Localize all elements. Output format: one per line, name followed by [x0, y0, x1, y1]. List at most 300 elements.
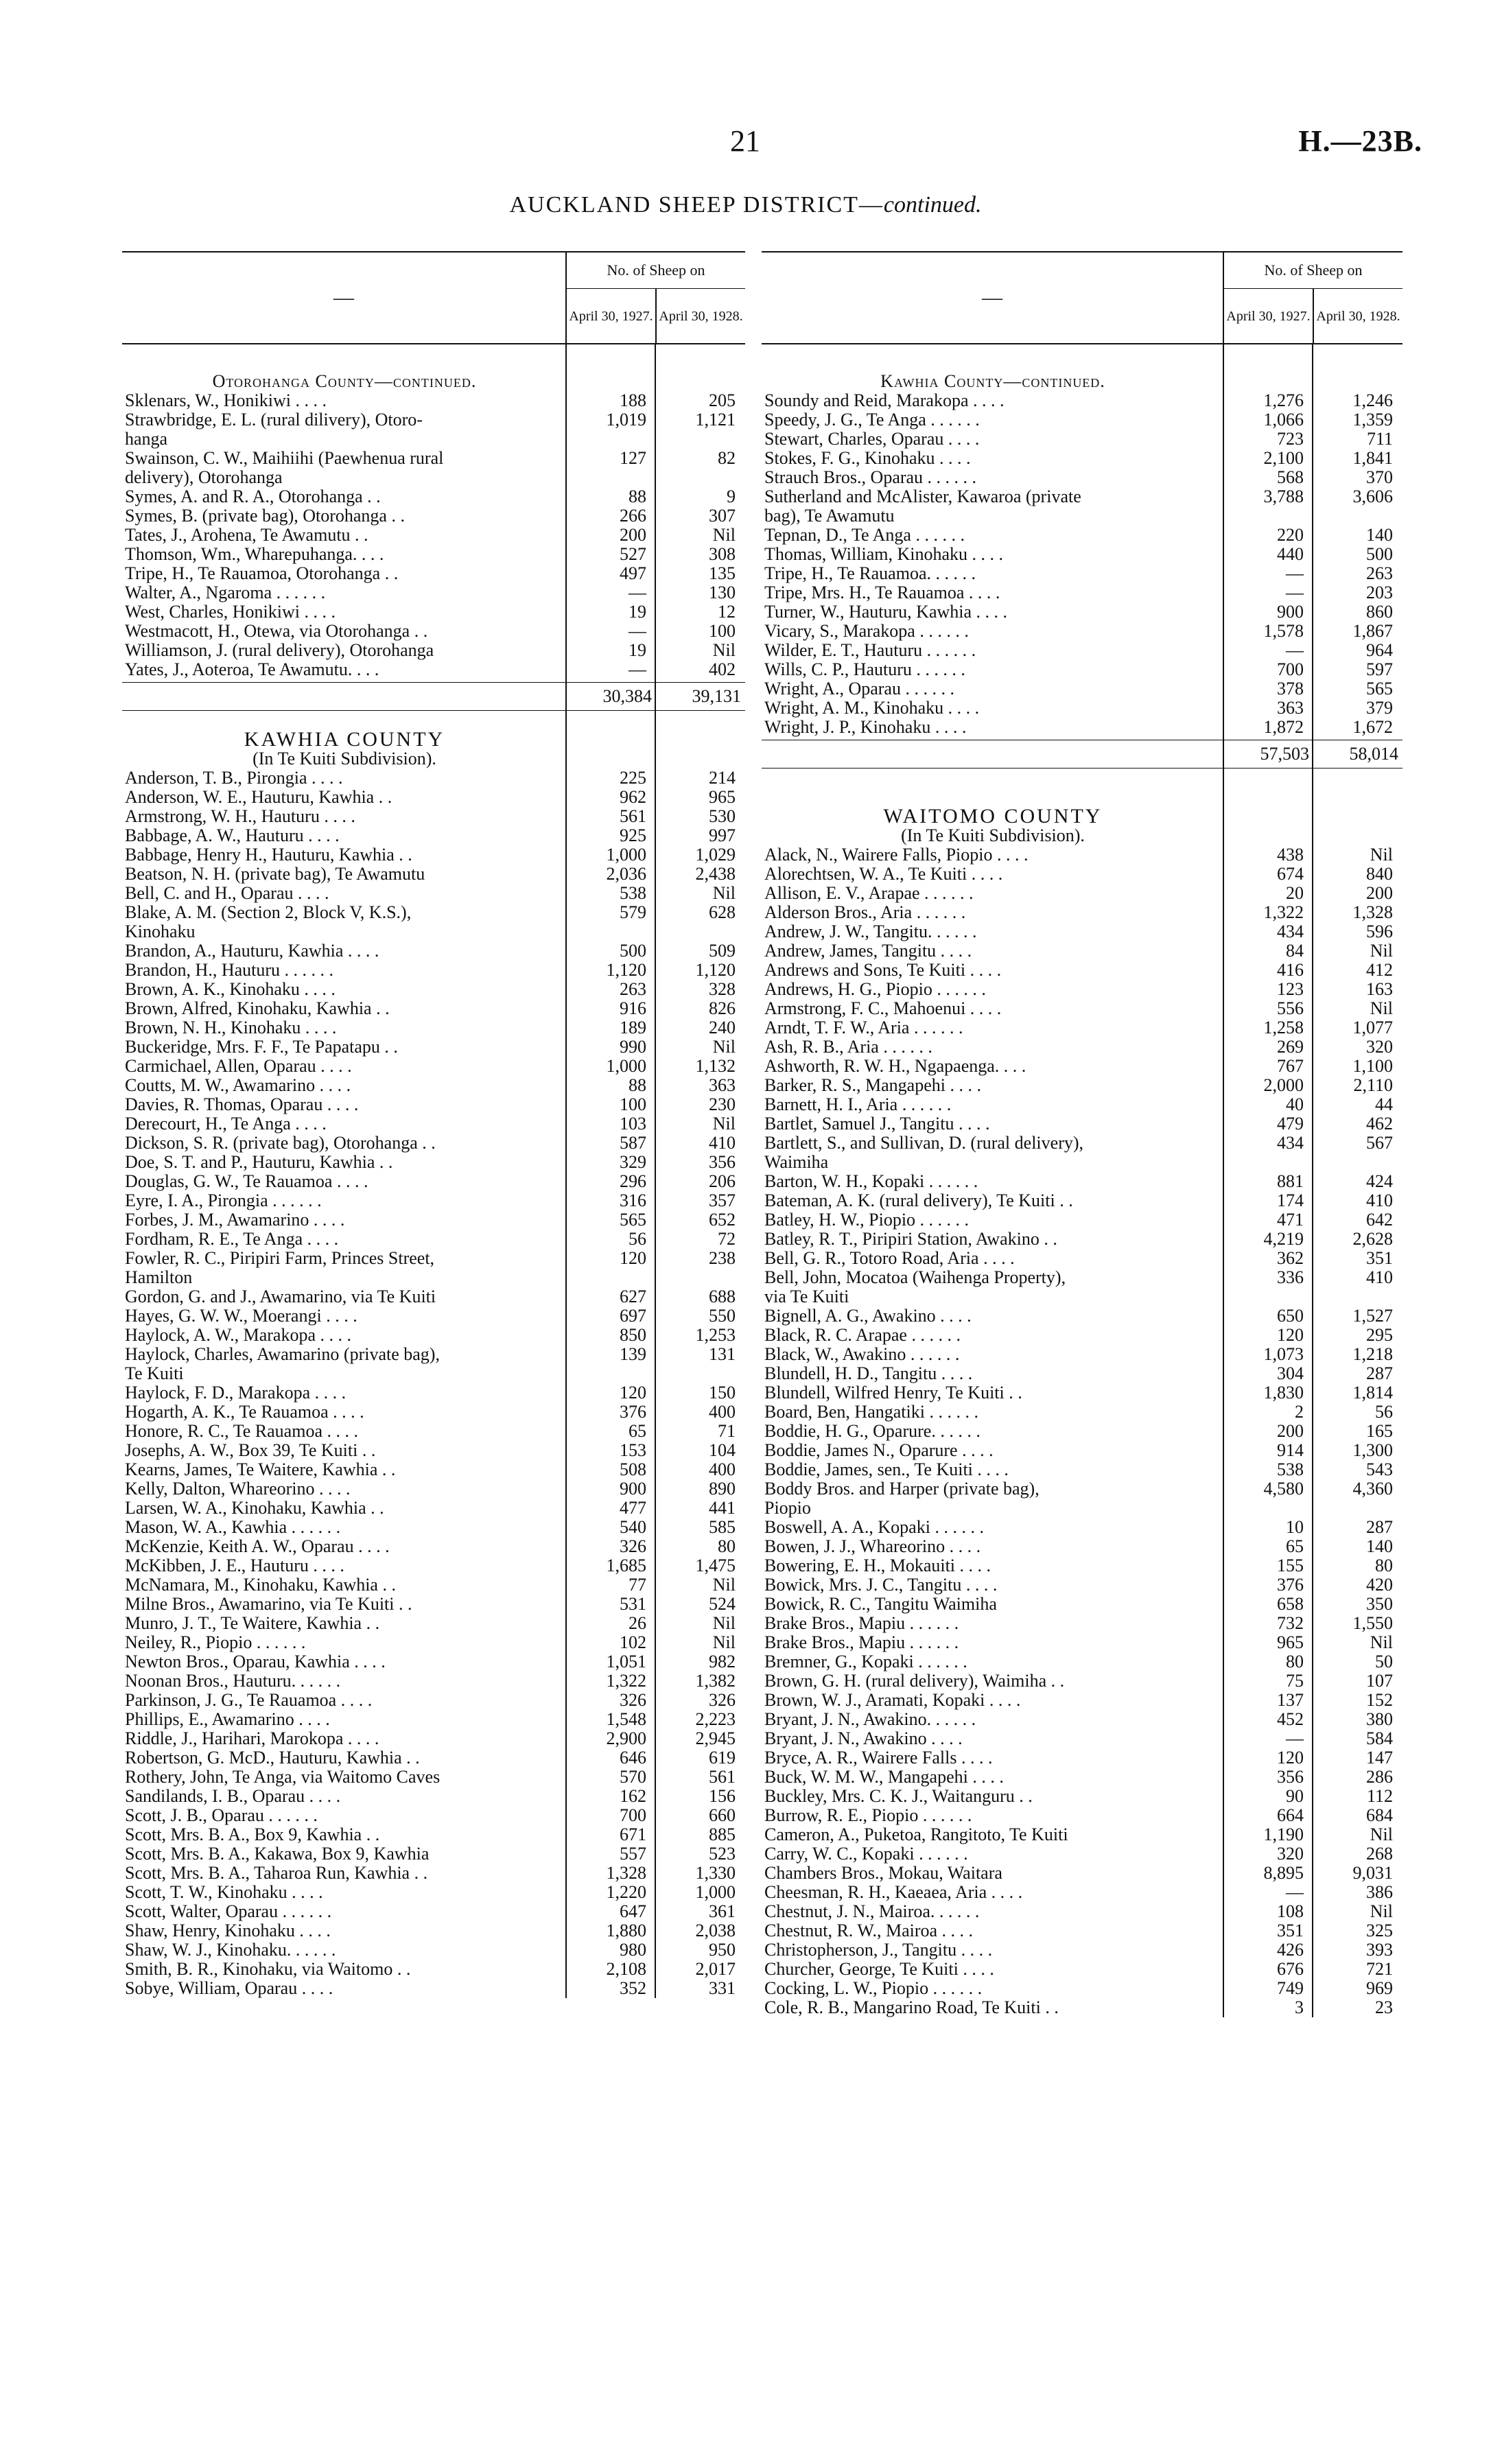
sheep-1928-cell: 997	[709, 825, 736, 845]
sheep-1928-cell: 287	[1366, 1517, 1393, 1537]
farmer-name-cell: Boddie, H. G., Oparure. . . . . .	[764, 1421, 981, 1441]
farmer-name-cell: Bryant, J. N., Awakino . . . .	[764, 1728, 963, 1748]
right-table-body	[762, 344, 1402, 2017]
farmer-name-cell: Boddie, James, sen., Te Kuiti . . . .	[764, 1459, 1009, 1479]
sheep-1928-cell: 1,120	[695, 960, 736, 980]
farmer-name-cell: Chestnut, J. N., Mairoa. . . . . .	[764, 1901, 980, 1921]
farmer-name-cell: Dickson, S. R. (private bag), Otorohanga . .	[125, 1133, 436, 1153]
sheep-1928-cell: 585	[709, 1517, 736, 1537]
table-row	[122, 941, 745, 961]
section-waitomo-subdivision: (In Te Kuiti Subdivision).	[901, 825, 1085, 845]
farmer-name-cell: Bell, John, Mocatoa (Waihenga Property),	[764, 1267, 1066, 1287]
sheep-1927-cell: 1,120	[606, 960, 646, 980]
sheep-1927-cell: —	[629, 583, 646, 602]
sheep-1928-cell: 462	[1366, 1114, 1393, 1134]
sheep-1927-cell: 568	[1277, 467, 1304, 487]
sheep-1927-cell: 20	[1286, 883, 1304, 903]
table-row	[762, 1921, 1402, 1940]
farmer-name-cell: Brake Bros., Mapiu . . . . . .	[764, 1632, 959, 1652]
farmer-name-cell: Bowering, E. H., Mokauiti . . . .	[764, 1556, 991, 1575]
sheep-1928-cell: 104	[709, 1440, 736, 1460]
sheep-1928-cell: 441	[709, 1498, 736, 1518]
sheep-1927-cell: 416	[1277, 960, 1304, 980]
farmer-name-cell: Douglas, G. W., Te Rauamoa . . . .	[125, 1171, 368, 1191]
farmer-name-cell: Haylock, F. D., Marakopa . . . .	[125, 1383, 347, 1403]
sheep-1927-cell: 162	[620, 1786, 646, 1806]
sheep-1927-cell: 1,322	[606, 1671, 646, 1691]
sheep-1928-cell: Nil	[712, 883, 736, 903]
sheep-1927-cell: 1,019	[606, 410, 646, 430]
sheep-1927-cell: —	[629, 621, 646, 641]
table-row	[762, 1134, 1402, 1153]
farmer-name-cell: Fowler, R. C., Piripiri Farm, Princes Street,	[125, 1248, 435, 1268]
sheep-1927-cell: 120	[620, 1248, 646, 1268]
kawhia-continued-rows	[762, 391, 1402, 737]
table-row	[762, 1326, 1402, 1345]
table-row	[122, 1575, 745, 1595]
table-row	[122, 1403, 745, 1422]
sheep-1928-cell: 203	[1366, 583, 1393, 602]
farmer-name-cell: Cameron, A., Puketoa, Rangitoto, Te Kuiti	[764, 1824, 1068, 1844]
sheep-1928-cell: 361	[709, 1901, 736, 1921]
sheep-1928-cell: Nil	[1370, 941, 1393, 961]
table-row	[122, 865, 745, 884]
table-row	[122, 660, 745, 679]
sheep-1927-cell: 881	[1277, 1171, 1304, 1191]
farmer-name-cell: delivery), Otorohanga	[125, 467, 283, 487]
farmer-name-cell: Bartlett, S., and Sullivan, D. (rural delivery),	[764, 1133, 1084, 1153]
section-otorohanga: Otorohanga County—continued.	[212, 371, 477, 391]
table-row	[762, 622, 1402, 641]
sheep-1927-cell: 137	[1277, 1690, 1304, 1710]
sheep-1928-cell: 356	[709, 1152, 736, 1172]
farmer-name-cell: Mason, W. A., Kawhia . . . . . .	[125, 1517, 341, 1537]
sheep-1927-cell: 336	[1277, 1267, 1304, 1287]
sheep-1928-cell	[1313, 1499, 1402, 1518]
table-row	[122, 1844, 745, 1864]
sheep-1928-cell: 1,100	[1352, 1056, 1393, 1076]
farmer-name-cell: Hayes, G. W. W., Moerangi . . . .	[125, 1306, 357, 1326]
sheep-1928-cell	[656, 430, 745, 449]
sheep-1928-cell: 1,475	[695, 1556, 736, 1575]
farmer-name-cell: Board, Ben, Hangatiki . . . . . .	[764, 1402, 978, 1422]
table-row	[122, 1076, 745, 1095]
sheep-header-label: No. of Sheep on	[567, 253, 745, 289]
farmer-name-cell: Larsen, W. A., Kinohaku, Kawhia . .	[125, 1498, 384, 1518]
sheep-1927-cell	[1224, 1287, 1313, 1306]
sheep-1928-cell: 206	[709, 1171, 736, 1191]
sheep-1927-cell: 90	[1286, 1786, 1304, 1806]
table-row	[122, 506, 745, 526]
farmer-name-cell: Alorechtsen, W. A., Te Kuiti . . . .	[764, 864, 1003, 884]
sheep-1927-cell: —	[629, 659, 646, 679]
table-row	[762, 1748, 1402, 1768]
sheep-1928-cell: 320	[1366, 1037, 1393, 1057]
sheep-1927-cell: 320	[1277, 1844, 1304, 1864]
sheep-1927-cell	[1224, 1153, 1313, 1172]
table-row	[762, 1575, 1402, 1595]
sheep-1927-cell: 1,880	[606, 1921, 646, 1940]
table-row	[122, 1633, 745, 1652]
sheep-1928-cell: 530	[709, 806, 736, 826]
sheep-1927-cell: 120	[620, 1383, 646, 1403]
sheep-1928-cell: 1,330	[695, 1863, 736, 1883]
farmer-name-cell: Waimiha	[764, 1152, 829, 1172]
sheep-header	[1223, 253, 1402, 343]
table-row	[762, 1287, 1402, 1306]
sheep-1927-cell: 497	[620, 563, 646, 583]
sheep-1927-cell: 120	[1277, 1325, 1304, 1345]
sheep-1927-cell: 103	[620, 1114, 646, 1134]
table-row	[122, 1134, 745, 1153]
sheep-1928-cell: 2,628	[1352, 1229, 1393, 1249]
sheep-1928-cell: 165	[1366, 1421, 1393, 1441]
table-row	[122, 1595, 745, 1614]
farmer-name-cell: Black, R. C. Arapae . . . . . .	[764, 1325, 961, 1345]
table-row	[122, 583, 745, 602]
sheep-1927-cell: 452	[1277, 1709, 1304, 1729]
sheep-1927-cell: 2,000	[1263, 1075, 1304, 1095]
sheep-1928-cell: 410	[709, 1133, 736, 1153]
sheep-1928-cell: 230	[709, 1094, 736, 1114]
sheep-1928-cell: 965	[709, 787, 736, 807]
table-row	[762, 1902, 1402, 1921]
table-row	[762, 1710, 1402, 1729]
table-row	[122, 961, 745, 980]
sheep-1927-cell: 4,219	[1263, 1229, 1304, 1249]
farmer-name-cell: Wright, A. M., Kinohaku . . . .	[764, 698, 980, 718]
farmer-name-cell: Gordon, G. and J., Awamarino, via Te Kuiti	[125, 1287, 436, 1306]
table-row	[122, 1057, 745, 1076]
sheep-1928-cell: 543	[1366, 1459, 1393, 1479]
sheep-1928-cell: 1,527	[1352, 1306, 1393, 1326]
table-row	[122, 1287, 745, 1306]
section-kawhia: KAWHIA COUNTY	[244, 728, 445, 751]
farmer-name-cell: Bowen, J. J., Whareorino . . . .	[764, 1536, 981, 1556]
farmer-name-cell: Stokes, F. G., Kinohaku . . . .	[764, 448, 971, 468]
sheep-1927-cell: 362	[1277, 1248, 1304, 1268]
sheep-1928-cell: 402	[709, 659, 736, 679]
farmer-name-cell: Bremner, G., Kopaki . . . . . .	[764, 1652, 967, 1671]
sheep-1928-cell: 240	[709, 1018, 736, 1037]
sheep-1928-cell: 2,038	[695, 1921, 736, 1940]
sheep-1927-cell: 556	[1277, 998, 1304, 1018]
year-1927-header: April 30, 1927.	[1226, 308, 1311, 324]
sheep-1928-cell: 596	[1366, 922, 1393, 941]
sheep-1927-cell: 561	[620, 806, 646, 826]
farmer-name-cell: hanga	[125, 429, 168, 449]
table-row	[122, 1825, 745, 1844]
table-row	[762, 1883, 1402, 1902]
sheep-1927-cell: 1,258	[1263, 1018, 1304, 1037]
farmer-name-cell: Andrew, James, Tangitu . . . .	[764, 941, 972, 961]
table-row	[762, 1518, 1402, 1537]
sheep-1927-cell: 500	[620, 941, 646, 961]
table-row	[122, 1441, 745, 1460]
sheep-1927-cell: 1,328	[606, 1863, 646, 1883]
table-row	[122, 1018, 745, 1037]
table-row	[122, 1095, 745, 1114]
farmer-name-cell: Wright, J. P., Kinohaku . . . .	[764, 717, 967, 737]
sheep-1928-cell: 982	[709, 1652, 736, 1671]
table-row	[762, 1076, 1402, 1095]
table-row	[122, 449, 745, 468]
farmer-name-cell: Carmichael, Allen, Oparau . . . .	[125, 1056, 352, 1076]
farmer-name-cell: Ashworth, R. W. H., Ngapaenga. . . .	[764, 1056, 1026, 1076]
farmer-name-cell: Bowick, Mrs. J. C., Tangitu . . . .	[764, 1575, 998, 1595]
sheep-1927-cell: 1,685	[606, 1556, 646, 1575]
table-row	[762, 903, 1402, 922]
farmer-name-cell: Smith, B. R., Kinohaku, via Waitomo . .	[125, 1959, 411, 1979]
farmer-name-cell: Batley, R. T., Piripiri Station, Awakino . .	[764, 1229, 1057, 1249]
farmer-name-cell: Honore, R. C., Te Rauamoa . . . .	[125, 1421, 358, 1441]
farmer-name-cell: Scott, Mrs. B. A., Box 9, Kawhia . .	[125, 1824, 380, 1844]
table-row	[762, 1383, 1402, 1403]
sheep-1928-cell: 152	[1366, 1690, 1393, 1710]
sheep-1927-cell: 479	[1277, 1114, 1304, 1134]
sheep-1927-cell: 1,276	[1263, 390, 1304, 410]
section-waitomo: WAITOMO COUNTY	[883, 805, 1103, 828]
sheep-1927-cell: 914	[1277, 1440, 1304, 1460]
farmer-name-cell: Kinohaku	[125, 922, 196, 941]
table-row	[762, 545, 1402, 564]
sheep-1928-cell: 80	[1375, 1556, 1393, 1575]
sheep-1927-cell: —	[1286, 1882, 1304, 1902]
sheep-1927-cell: —	[1286, 583, 1304, 602]
farmer-name-cell: via Te Kuiti	[764, 1287, 849, 1306]
sheep-1928-cell	[656, 1268, 745, 1287]
sheep-1928-cell	[1313, 506, 1402, 526]
sheep-1927-cell: 723	[1277, 429, 1304, 449]
sheep-1927-cell: 1,051	[606, 1652, 646, 1671]
sheep-1928-cell: 80	[718, 1536, 736, 1556]
farmer-name-cell: Munro, J. T., Te Waitere, Kawhia . .	[125, 1613, 380, 1633]
farmer-name-cell: Derecourt, H., Te Anga . . . .	[125, 1114, 327, 1134]
sheep-1927-cell	[567, 468, 656, 487]
sheep-1927-cell: 3	[1295, 1997, 1304, 2017]
sheep-1928-cell: 326	[709, 1690, 736, 1710]
table-row	[762, 884, 1402, 903]
farmer-name-cell: Kearns, James, Te Waitere, Kawhia . .	[125, 1459, 396, 1479]
kawhia-total	[762, 740, 1402, 768]
sheep-1927-cell: 2,108	[606, 1959, 646, 1979]
sheep-1928-cell: Nil	[1370, 845, 1393, 865]
sheep-header	[565, 253, 745, 343]
sheep-1927-cell: 471	[1277, 1210, 1304, 1230]
farmer-name-cell: Buckley, Mrs. C. K. J., Waitanguru . .	[764, 1786, 1033, 1806]
farmer-name-cell: Tepnan, D., Te Anga . . . . . .	[764, 525, 965, 545]
farmer-name-cell: Shaw, W. J., Kinohaku. . . . . .	[125, 1940, 336, 1960]
table-row	[122, 1710, 745, 1729]
farmer-name-cell: Tripe, H., Te Rauamoa, Otorohanga . .	[125, 563, 399, 583]
farmer-name-cell: Boddy Bros. and Harper (private bag),	[764, 1479, 1040, 1499]
table-row	[122, 1671, 745, 1691]
sheep-1928-cell: 1,132	[695, 1056, 736, 1076]
sheep-1927-cell: 329	[620, 1152, 646, 1172]
sheep-1928-cell: 150	[709, 1383, 736, 1403]
farmer-name-cell: Burrow, R. E., Piopio . . . . . .	[764, 1805, 972, 1825]
sheep-1928-cell	[656, 468, 745, 487]
sheep-1927-cell: 1,220	[606, 1882, 646, 1902]
farmer-name-cell: Bryant, J. N., Awakino. . . . . .	[764, 1709, 976, 1729]
table-row	[122, 1921, 745, 1940]
farmer-name-cell: Ash, R. B., Aria . . . . . .	[764, 1037, 932, 1057]
sheep-1928-cell: 412	[1366, 960, 1393, 980]
farmer-name-cell: Bell, G. R., Totoro Road, Aria . . . .	[764, 1248, 1015, 1268]
sheep-1928-cell: 268	[1366, 1844, 1393, 1864]
table-row	[122, 1383, 745, 1403]
sheep-1927-cell: —	[1286, 1728, 1304, 1748]
table-row	[762, 1037, 1402, 1057]
sheep-1927-cell: 2,036	[606, 864, 646, 884]
farmer-name-cell: Sklenars, W., Honikiwi . . . .	[125, 390, 327, 410]
sheep-1927-cell: 4,580	[1263, 1479, 1304, 1499]
sheep-1928-cell: 156	[709, 1786, 736, 1806]
sheep-1928-cell: 82	[718, 448, 736, 468]
sheep-1928-cell: 9,031	[1352, 1863, 1393, 1883]
sheep-1928-cell: 509	[709, 941, 736, 961]
sheep-1928-cell: 860	[1366, 602, 1393, 622]
farmer-name-cell: Tripe, Mrs. H., Te Rauamoa . . . .	[764, 583, 1000, 602]
farmer-name-cell: Haylock, A. W., Marakopa . . . .	[125, 1325, 352, 1345]
table-row	[122, 1479, 745, 1499]
section-kawhia-continued: Kawhia County—continued.	[880, 371, 1105, 391]
page-code: H.—23B.	[1298, 124, 1422, 158]
sheep-1928-cell: 379	[1366, 698, 1393, 718]
sheep-1927-cell: 40	[1286, 1094, 1304, 1114]
sheep-1928-cell: 1,121	[695, 410, 736, 430]
sheep-1928-cell: 950	[709, 1940, 736, 1960]
farmer-name-cell: Thomas, William, Kinohaku . . . .	[764, 544, 1003, 564]
farmer-name-cell: Chambers Bros., Mokau, Waitara	[764, 1863, 1002, 1883]
table-row	[122, 1537, 745, 1556]
table-row	[122, 1114, 745, 1134]
table-row	[762, 1787, 1402, 1806]
sheep-1927-cell: 376	[1277, 1575, 1304, 1595]
sheep-1927-cell	[567, 1268, 656, 1287]
sheep-1928-cell: 561	[709, 1767, 736, 1787]
sheep-1928-cell: 1,300	[1352, 1440, 1393, 1460]
farmer-name-cell: Sobye, William, Oparau . . . .	[125, 1978, 333, 1998]
farmer-name-cell: Symes, A. and R. A., Otorohanga . .	[125, 486, 381, 506]
table-row	[122, 1191, 745, 1210]
sheep-1928-cell: 597	[1366, 659, 1393, 679]
sheep-1927-cell: 378	[1277, 679, 1304, 699]
farmer-name-cell: Robertson, G. McD., Hauturu, Kawhia . .	[125, 1748, 420, 1768]
sheep-1928-cell	[1313, 1287, 1402, 1306]
farmer-name-cell: Davies, R. Thomas, Oparau . . . .	[125, 1094, 359, 1114]
farmer-name-cell: Brown, G. H. (rural delivery), Waimiha . .	[764, 1671, 1065, 1691]
farmer-name-cell: Carry, W. C., Kopaki . . . . . .	[764, 1844, 968, 1864]
sheep-1927-cell: 108	[1277, 1901, 1304, 1921]
farmer-name-cell: Bartlet, Samuel J., Tangitu . . . .	[764, 1114, 990, 1134]
farmer-name-cell: Scott, Mrs. B. A., Kakawa, Box 9, Kawhia	[125, 1844, 430, 1864]
table-row	[122, 1556, 745, 1575]
table-row	[762, 865, 1402, 884]
sheep-1928-cell: 72	[718, 1229, 736, 1249]
farmer-name-cell: McNamara, M., Kinohaku, Kawhia . .	[125, 1575, 396, 1595]
sheep-1928-cell: 424	[1366, 1171, 1393, 1191]
sheep-1928-cell: 1,672	[1352, 717, 1393, 737]
sheep-1927-cell: 200	[1277, 1421, 1304, 1441]
table-row	[122, 768, 745, 788]
farmer-name-cell: Andrew, J. W., Tangitu. . . . . .	[764, 922, 977, 941]
sheep-1928-cell: 826	[709, 998, 736, 1018]
total-1928: 39,131	[692, 686, 741, 706]
sheep-1928-cell: 684	[1366, 1805, 1393, 1825]
farmer-name-cell: Chestnut, R. W., Mairoa . . . .	[764, 1921, 974, 1940]
sheep-1928-cell: 1,867	[1352, 621, 1393, 641]
table-row	[762, 1652, 1402, 1671]
sheep-1928-cell: 1,328	[1352, 902, 1393, 922]
sheep-1927-cell: 557	[620, 1844, 646, 1864]
sheep-1928-cell: Nil	[712, 525, 736, 545]
table-row	[762, 506, 1402, 526]
sheep-1928-cell: 660	[709, 1805, 736, 1825]
sheep-1927-cell: 220	[1277, 525, 1304, 545]
page-number: 21	[730, 124, 760, 158]
table-row	[762, 999, 1402, 1018]
sheep-1927-cell: 75	[1286, 1671, 1304, 1691]
table-row	[122, 1960, 745, 1979]
sheep-1927-cell: 3,788	[1263, 486, 1304, 506]
sheep-1927-cell: 296	[620, 1171, 646, 1191]
sheep-1927-cell: 326	[620, 1690, 646, 1710]
sheep-1927-cell: 2,100	[1263, 448, 1304, 468]
sheep-1927-cell: 351	[1277, 1921, 1304, 1940]
sheep-1928-cell: 3,606	[1352, 486, 1393, 506]
farmer-name-cell: Piopio	[764, 1498, 811, 1518]
table-row	[762, 922, 1402, 941]
farmer-name-cell: Hamilton	[125, 1267, 193, 1287]
sheep-1928-cell: 295	[1366, 1325, 1393, 1345]
sheep-1928-cell: 969	[1366, 1978, 1393, 1998]
table-row	[122, 1230, 745, 1249]
sheep-1928-cell: 1,841	[1352, 448, 1393, 468]
sheep-1928-cell: 688	[709, 1287, 736, 1306]
sheep-1927-cell: 269	[1277, 1037, 1304, 1057]
sheep-1927-cell: 440	[1277, 544, 1304, 564]
sheep-1927-cell: 565	[620, 1210, 646, 1230]
farmer-name-cell: Sandilands, I. B., Oparau . . . .	[125, 1786, 341, 1806]
farmer-name-cell: Armstrong, F. C., Mahoenui . . . .	[764, 998, 1002, 1018]
farmer-name-cell: Strawbridge, E. L. (rural dilivery), Otoro-	[125, 410, 423, 430]
farmer-name-cell: Babbage, A. W., Hauturu . . . .	[125, 825, 340, 845]
farmer-name-cell: Blake, A. M. (Section 2, Block V, K.S.),	[125, 902, 412, 922]
farmer-name-cell: Forbes, J. M., Awamarino . . . .	[125, 1210, 345, 1230]
farmer-name-cell: Rothery, John, Te Anga, via Waitomo Caves	[125, 1767, 441, 1787]
sheep-1928-cell: 619	[709, 1748, 736, 1768]
sheep-1928-cell: Nil	[712, 1613, 736, 1633]
sheep-1927-cell: 266	[620, 506, 646, 526]
sheep-1927-cell: 376	[620, 1402, 646, 1422]
table-row	[122, 641, 745, 660]
table-row	[122, 526, 745, 545]
sheep-1928-cell: 350	[1366, 1594, 1393, 1614]
table-row	[122, 602, 745, 622]
farmer-name-cell: Scott, T. W., Kinohaku . . . .	[125, 1882, 323, 1902]
district-title	[0, 192, 1491, 218]
farmer-name-cell: Anderson, W. E., Hauturu, Kawhia . .	[125, 787, 392, 807]
table-row	[762, 660, 1402, 679]
table-row	[122, 545, 745, 564]
sheep-1928-cell: 23	[1375, 1997, 1393, 2017]
table-row	[122, 391, 745, 410]
farmer-name-cell: Babbage, Henry H., Hauturu, Kawhia . .	[125, 845, 412, 865]
sheep-1927-cell: 127	[620, 448, 646, 468]
sheep-1927-cell: 1,322	[1263, 902, 1304, 922]
farmer-name-cell: Allison, E. V., Arapae . . . . . .	[764, 883, 974, 903]
